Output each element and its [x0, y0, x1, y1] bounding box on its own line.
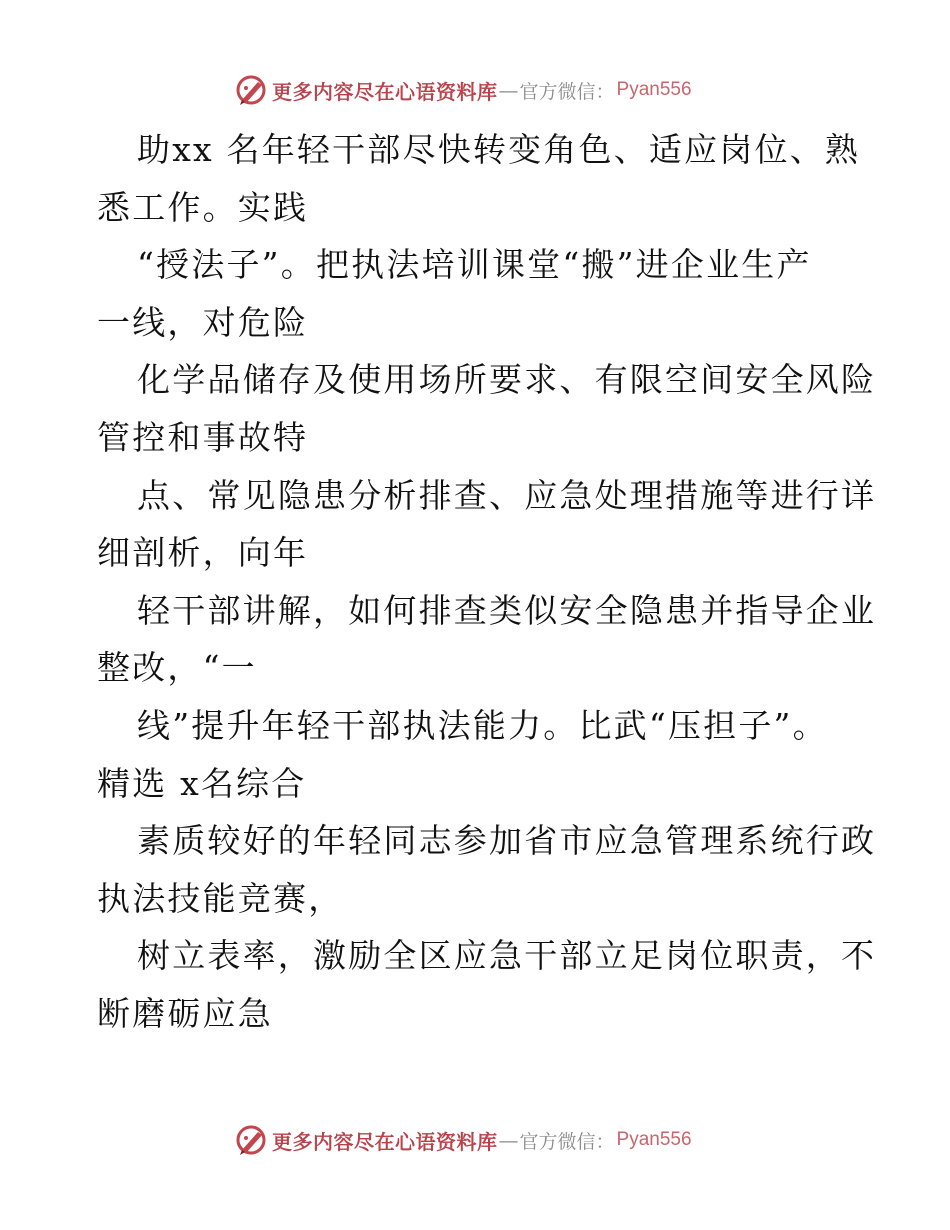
- body-line: 执法技能竞赛，: [97, 878, 344, 918]
- watermark-text: 更多内容尽在心语资料库: [272, 79, 498, 104]
- watermark-dash: —: [498, 78, 519, 102]
- body-line: 一线，对危险: [97, 302, 309, 342]
- body-line: 细剖析，向年: [97, 533, 309, 573]
- body-line: 点、常见隐患分析排查、应急处理措施等进行详: [137, 475, 877, 515]
- body-line: 化学品储存及使用场所要求、有限空间安全风险: [137, 360, 877, 400]
- watermark-wechat-label: 官方微信：: [519, 1130, 615, 1153]
- watermark-dash: —: [498, 1128, 519, 1152]
- watermark-wechat-label: 官方微信：: [519, 80, 615, 103]
- body-line: 树立表率，激励全区应急干部立足岗位职责，不: [137, 936, 877, 976]
- body-line: 线”提升年轻干部执法能力。比武“压担子”。: [137, 705, 828, 745]
- body-line: 悉工作。实践: [97, 187, 309, 227]
- footer-watermark: [234, 1122, 692, 1158]
- body-line: 素质较好的年轻同志参加省市应急管理系统行政: [137, 821, 877, 861]
- body-line: 管控和事故特: [97, 417, 309, 457]
- watermark-wechat-id: Pyan556: [616, 1129, 692, 1150]
- pen-logo-icon: [234, 73, 268, 107]
- header-watermark: [234, 72, 692, 108]
- body-line: 整改，“一: [97, 648, 257, 688]
- body-line: “授法子”。把执法培训课堂“搬”进企业生产: [137, 245, 812, 285]
- body-line: 轻干部讲解，如何排查类似安全隐患并指导企业: [137, 590, 877, 630]
- document-body: [97, 121, 877, 1043]
- watermark-wechat-id: Pyan556: [616, 79, 692, 100]
- watermark-text: 更多内容尽在心语资料库: [272, 1129, 498, 1154]
- body-line: 精选 x名综合: [97, 763, 307, 803]
- body-line: 助xx 名年轻干部尽快转变角色、适应岗位、熟: [137, 130, 861, 169]
- body-line: 断磨砺应急: [97, 993, 273, 1033]
- pen-logo-icon: [234, 1123, 268, 1157]
